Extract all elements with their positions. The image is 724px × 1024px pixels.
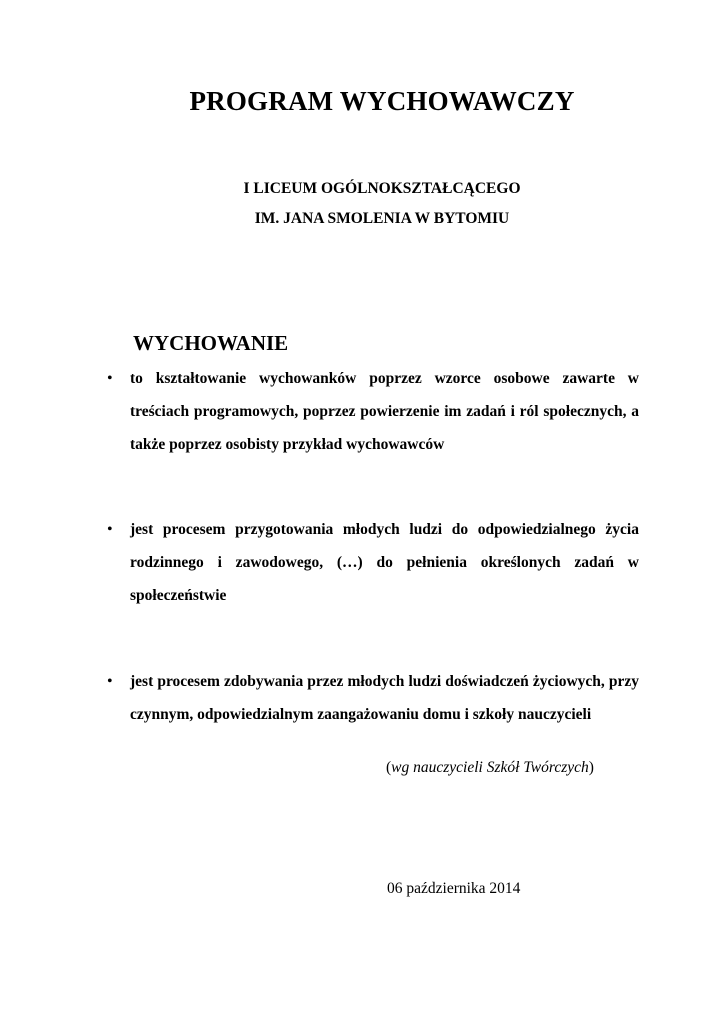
document-title: PROGRAM WYCHOWAWCZY: [189, 86, 575, 116]
bullet-icon: •: [107, 370, 113, 387]
school-name-line-2: IM. JANA SMOLENIA W BYTOMIU: [254, 210, 510, 227]
attribution-close-paren: ): [588, 759, 594, 776]
bullet-icon: •: [107, 673, 113, 690]
attribution-note: [386, 759, 594, 777]
bullet-text: to kształtowanie wychowanków poprzez wzorce osobowe zawarte w treściach programowych, poprzez powierzenie im zadań i ról społecznych, a także poprzez osobisty przykład wychowawców: [130, 370, 639, 453]
bullet-text: jest procesem zdobywania przez młodych ludzi doświadczeń życiowych, przy czynnym, odpowiedzialnym zaangażowaniu domu i szkoły nauczycieli: [130, 673, 639, 723]
attribution-text: wg nauczycieli Szkół Twórczych: [391, 759, 589, 776]
bullet-text: jest procesem przygotowania młodych ludzi do odpowiedzialnego życia rodzinnego i zawodowego, (…) do pełnienia określonych zadań w społeczeństwie: [130, 521, 639, 604]
school-name-line-1: I LICEUM OGÓLNOKSZTAŁCĄCEGO: [243, 180, 521, 197]
document-date: 06 października 2014: [387, 880, 521, 897]
attribution-open-paren: (: [386, 759, 392, 776]
section-heading: WYCHOWANIE: [133, 331, 289, 355]
bullet-icon: •: [107, 521, 113, 538]
